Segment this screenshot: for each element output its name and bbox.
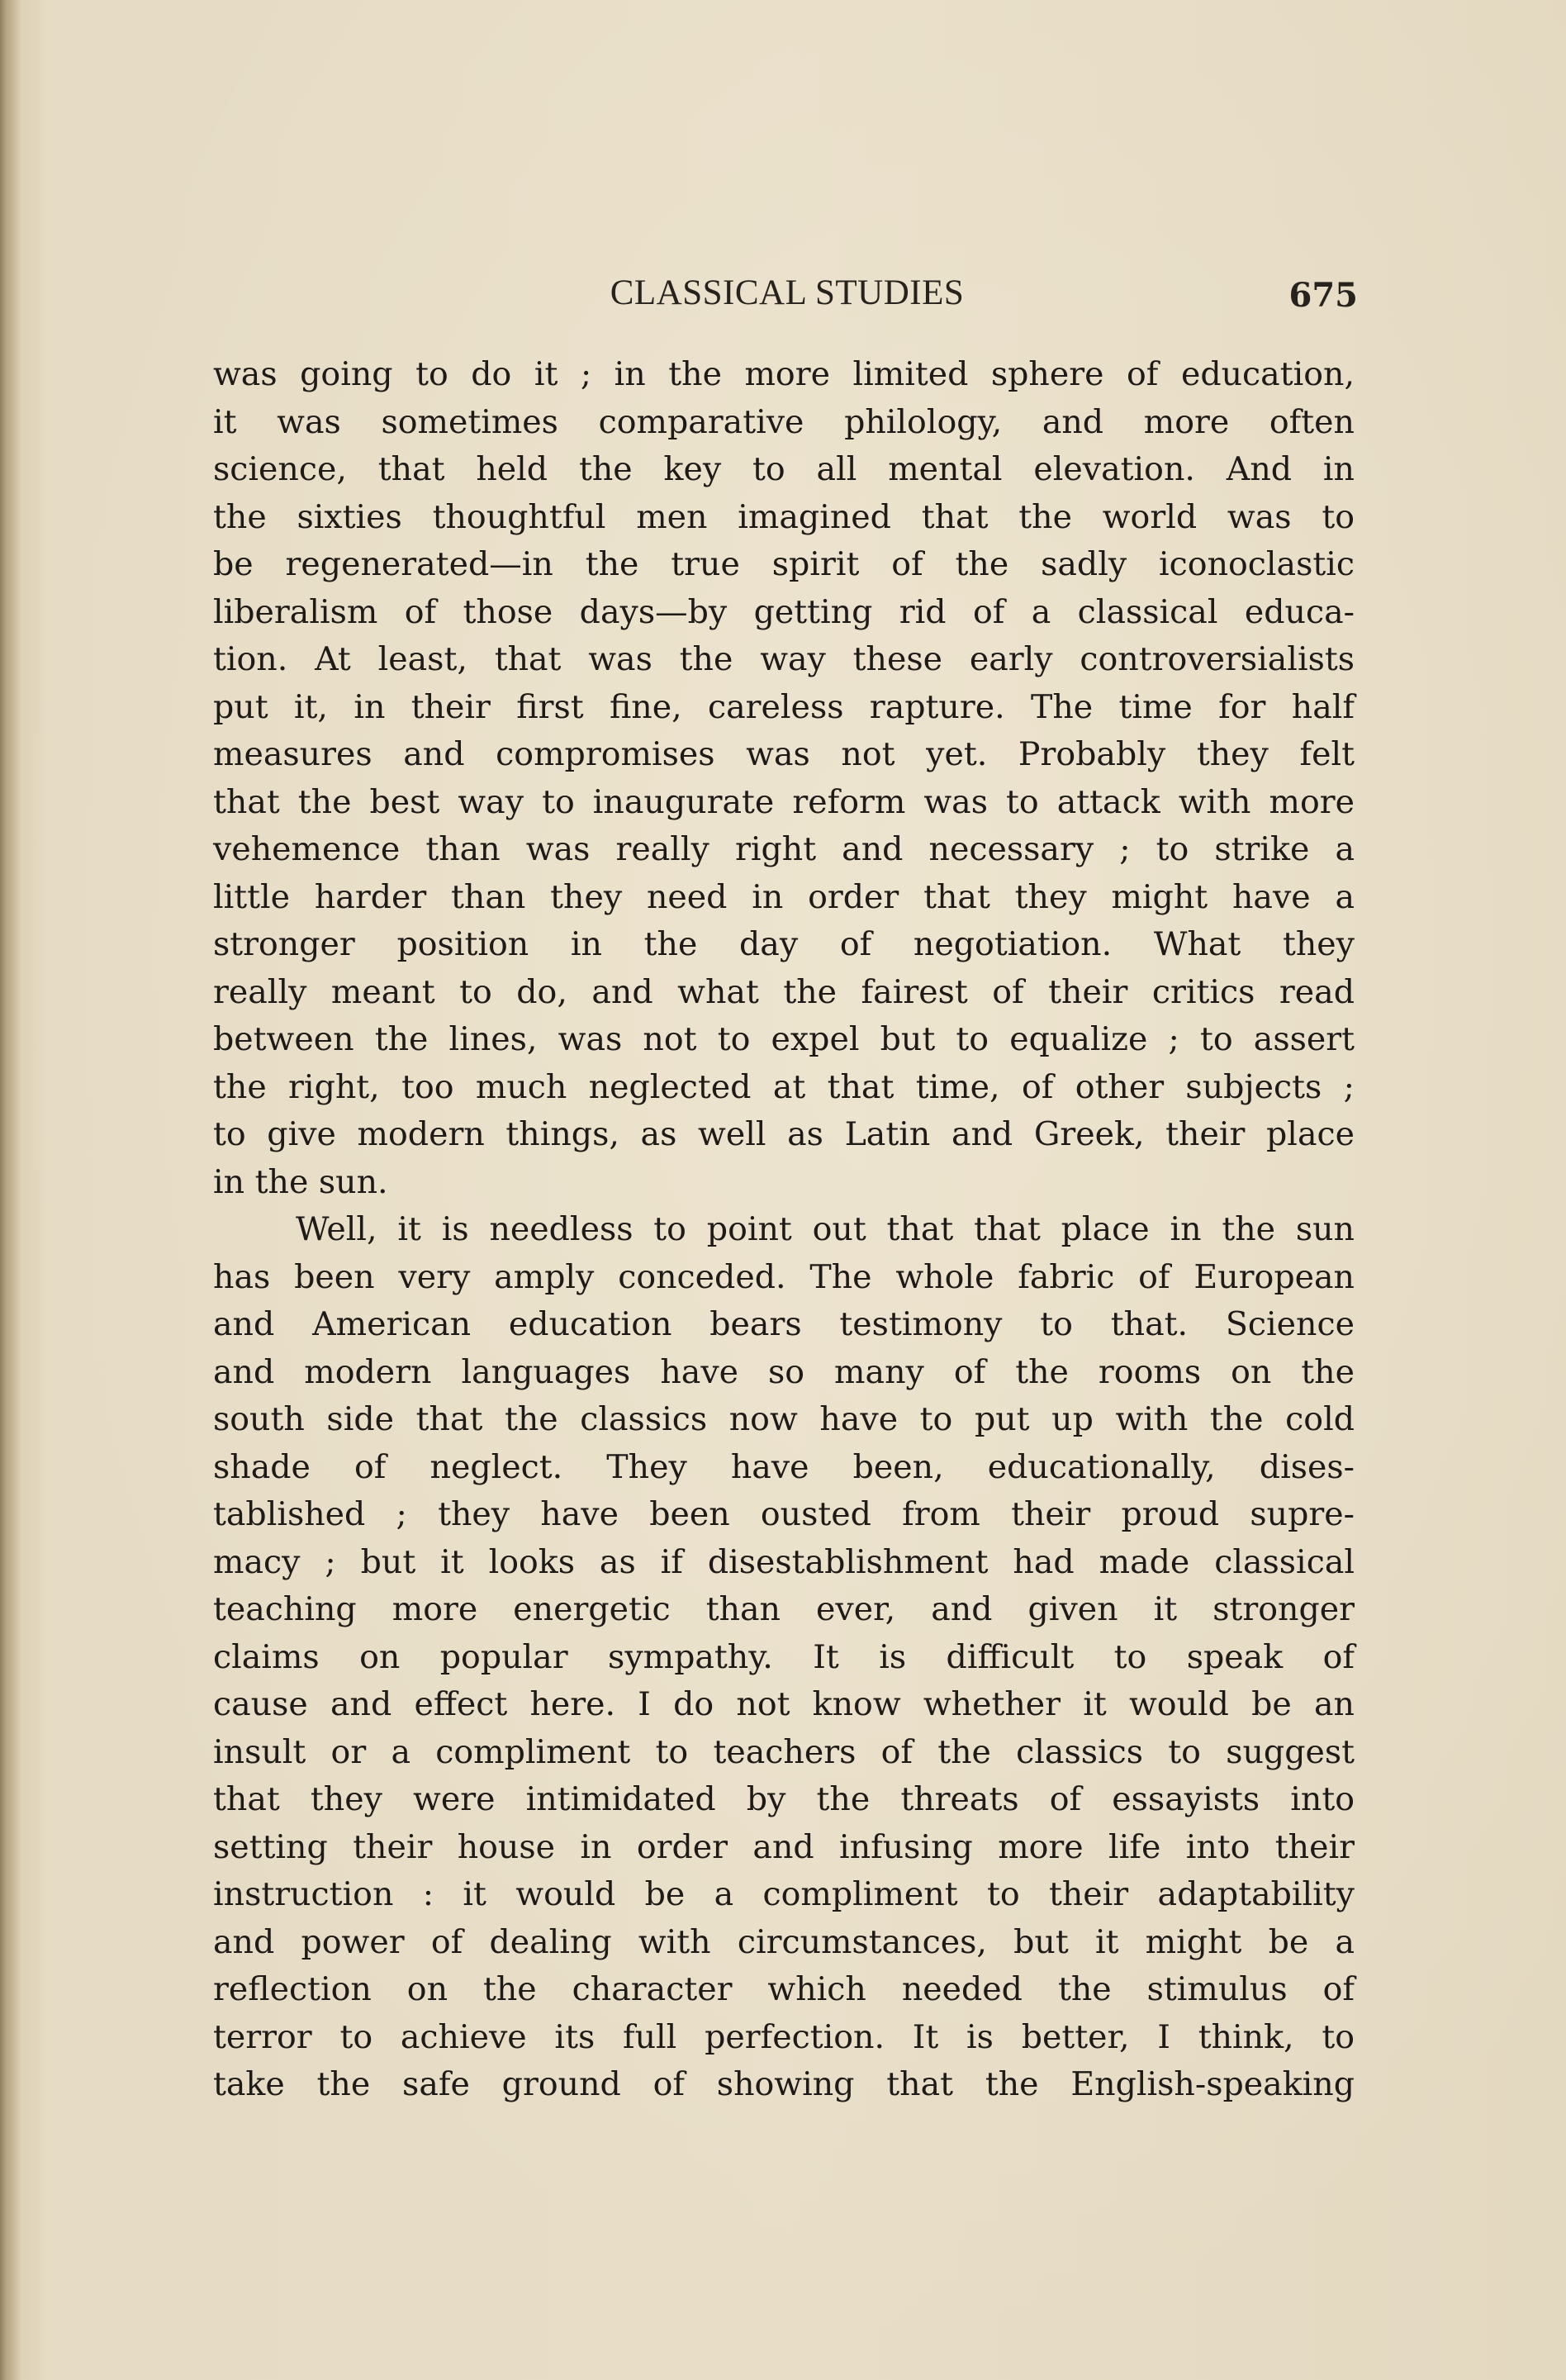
text-line: in the sun.	[213, 1162, 388, 1201]
text-line: that the best way to inaugurate reform was to attack with more	[213, 782, 1355, 821]
text-line: little harder than they need in order that they might have a	[213, 877, 1355, 916]
text-line: claims on popular sympathy. It is difficult to speak of	[213, 1637, 1355, 1676]
text-line: to give modern things, as well as Latin and Greek, their place	[213, 1115, 1355, 1153]
text-line: and American education bears testimony to that. Science	[213, 1305, 1355, 1343]
text-line: between the lines, was not to expel but to equalize ; to assert	[213, 1020, 1355, 1058]
page-number: 675	[1288, 276, 1358, 315]
text-line: and modern languages have so many of the rooms on the	[213, 1352, 1355, 1391]
text-line: the sixties thoughtful men imagined that the world was to	[213, 497, 1355, 536]
text-line: teaching more energetic than ever, and given it stronger	[213, 1590, 1355, 1628]
text-line: macy ; but it looks as if disestablishment had made classical	[213, 1542, 1355, 1581]
text-line: setting their house in order and infusing more life into their	[213, 1827, 1355, 1866]
text-line: that they were intimidated by the threats of essayists into	[213, 1780, 1355, 1818]
text-line: instruction : it would be a compliment to their adaptability	[213, 1875, 1355, 1913]
text-line: Well, it is needless to point out that that place in the sun	[296, 1210, 1355, 1248]
text-line: it was sometimes comparative philology, and more often	[213, 402, 1355, 441]
text-line: really meant to do, and what the fairest of their critics read	[213, 972, 1355, 1011]
running-head: CLASSICAL STUDIES	[610, 273, 965, 312]
binding-gutter	[0, 0, 21, 2380]
text-line: shade of neglect. They have been, educationally, dises-	[213, 1447, 1355, 1486]
text-line: and power of dealing with circumstances, but it might be a	[213, 1922, 1355, 1961]
text-line: be regenerated—in the true spirit of the sadly iconoclastic	[213, 545, 1355, 583]
text-line: insult or a compliment to teachers of the classics to suggest	[213, 1732, 1355, 1771]
text-line: the right, too much neglected at that time, of other subjects ;	[213, 1067, 1355, 1106]
text-line: liberalism of those days—by getting rid of a classical educa-	[213, 592, 1355, 631]
text-line: stronger position in the day of negotiation. What they	[213, 925, 1355, 963]
page-header	[216, 273, 1358, 322]
text-line: was going to do it ; in the more limited sphere of education,	[213, 355, 1355, 393]
text-line: science, that held the key to all mental elevation. And in	[213, 450, 1355, 488]
text-line: put it, in their first fine, careless rapture. The time for half	[213, 687, 1355, 726]
text-line: tablished ; they have been ousted from their proud supre-	[213, 1495, 1355, 1533]
text-line: has been very amply conceded. The whole fabric of European	[213, 1257, 1355, 1296]
text-line: terror to achieve its full perfection. It is better, I think, to	[213, 2017, 1355, 2056]
body-text	[213, 351, 1355, 2109]
text-line: measures and compromises was not yet. Probably they felt	[213, 735, 1355, 773]
text-line: cause and effect here. I do not know whether it would be an	[213, 1685, 1355, 1723]
paragraph-1	[213, 351, 1355, 1206]
paragraph-2	[213, 1206, 1355, 2109]
text-line: south side that the classics now have to put up with the cold	[213, 1400, 1355, 1438]
text-line: tion. At least, that was the way these early controversialists	[213, 640, 1355, 678]
text-line: reflection on the character which needed the stimulus of	[213, 1970, 1355, 2008]
text-line: take the safe ground of showing that the English-speaking	[213, 2065, 1355, 2103]
text-line: vehemence than was really right and necessary ; to strike a	[213, 830, 1355, 868]
